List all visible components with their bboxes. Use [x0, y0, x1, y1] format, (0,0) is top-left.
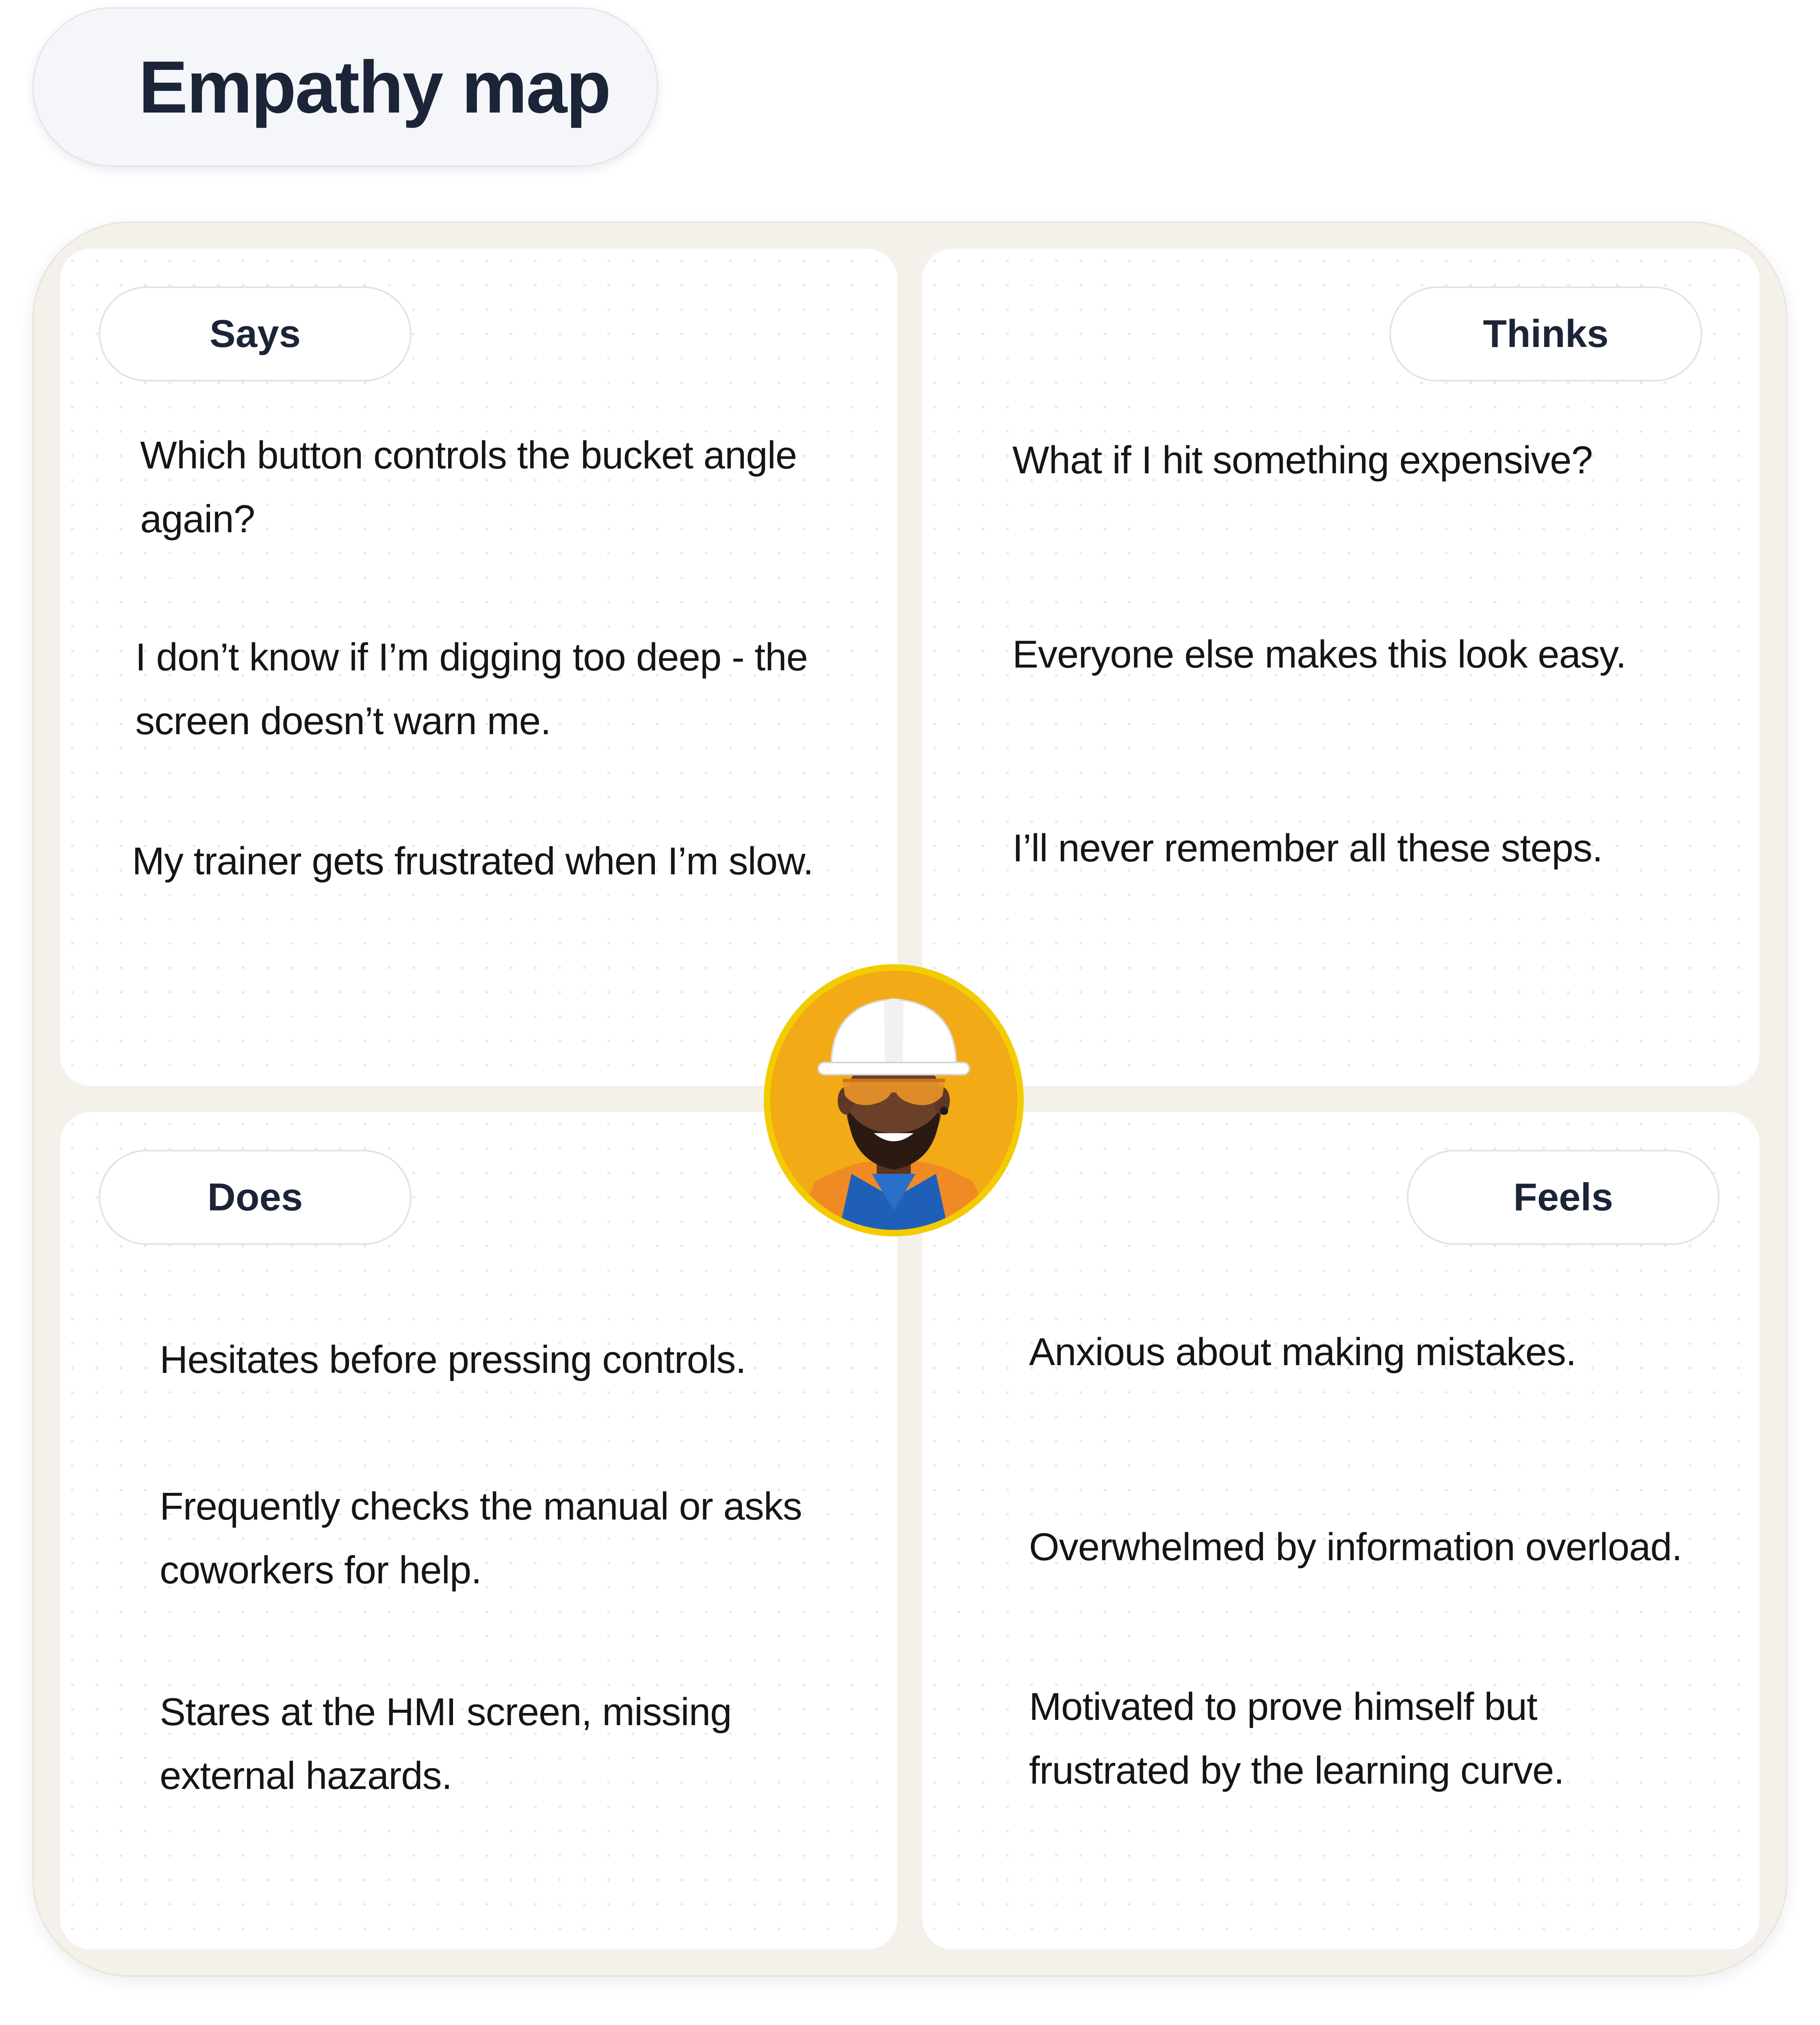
- title-pill: [32, 7, 658, 167]
- says-note: Which button controls the bucket angle again?: [140, 434, 797, 541]
- thinks-label: Thinks: [1389, 286, 1702, 382]
- thinks-note: What if I hit something expensive?: [1012, 438, 1593, 482]
- feels-note: Anxious about making mistakes.: [1029, 1330, 1576, 1374]
- thinks-note: I’ll never remember all these steps.: [1012, 826, 1603, 870]
- worker-portrait-image: [770, 971, 1017, 1230]
- page-title: Empathy map: [139, 46, 610, 128]
- does-note: Frequently checks the manual or asks coworkers for help.: [160, 1485, 802, 1592]
- feels-label: Feels: [1407, 1150, 1720, 1245]
- says-label: Says: [99, 286, 412, 382]
- does-label: Does: [99, 1150, 412, 1245]
- says-note: My trainer gets frustrated when I’m slow.: [132, 839, 813, 883]
- feels-note: Motivated to prove himself but frustrated by the learning curve.: [1029, 1685, 1564, 1792]
- persona-avatar: [764, 964, 1024, 1236]
- quadrant-thinks: [922, 249, 1759, 1086]
- feels-note: Overwhelmed by information overload.: [1029, 1525, 1682, 1569]
- quadrant-says: [60, 249, 897, 1086]
- does-note: Hesitates before pressing controls.: [160, 1338, 746, 1381]
- says-note: I don’t know if I’m digging too deep - the screen doesn’t warn me.: [135, 635, 808, 743]
- thinks-note: Everyone else makes this look easy.: [1012, 633, 1626, 676]
- quadrant-feels: [922, 1112, 1759, 1949]
- quadrant-does: [60, 1112, 897, 1949]
- does-note: Stares at the HMI screen, missing external hazards.: [160, 1690, 732, 1797]
